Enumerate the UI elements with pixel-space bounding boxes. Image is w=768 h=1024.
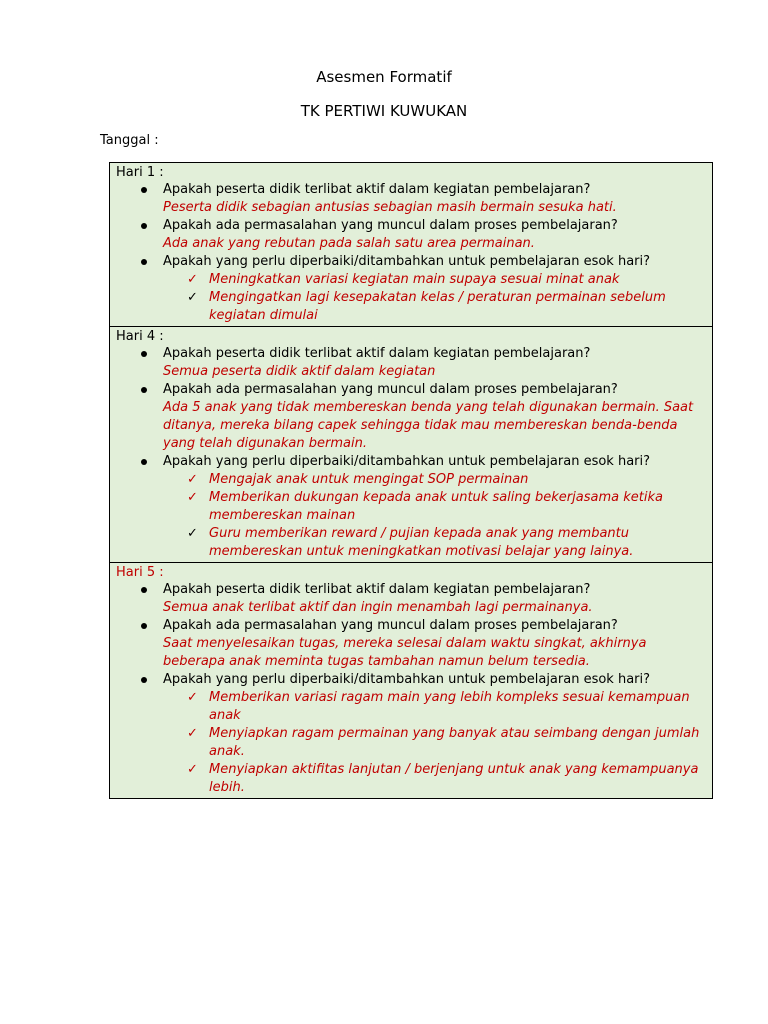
question-item — [116, 345, 706, 381]
question-text: Apakah yang perlu diperbaiki/ditambahkan untuk pembelajaran esok hari? — [163, 672, 651, 687]
answer-text: Semua peserta didik aktif dalam kegiatan — [163, 364, 436, 379]
bullet-icon — [141, 677, 147, 683]
improvement-text: Memberikan variasi ragam main yang lebih kompleks sesuai kemampuan anak — [209, 690, 690, 723]
improvement-item — [163, 489, 706, 525]
bullet-icon — [141, 187, 147, 193]
day-section-4 — [109, 327, 713, 563]
day-label: Hari 5 : — [116, 565, 164, 580]
question-text: Apakah peserta didik terlibat aktif dalam kegiatan pembelajaran? — [163, 582, 591, 597]
checkmark-icon: ✓ — [187, 290, 198, 305]
question-list — [116, 345, 706, 561]
answer-text: Ada 5 anak yang tidak membereskan benda yang telah digunakan bermain. Saat ditanya, mereka bilang capek sehingga tidak mau membereskan benda-benda yang telah digunakan bermain. — [163, 400, 694, 451]
improvement-text: Menyiapkan aktifitas lanjutan / berjenjang untuk anak yang kemampuanya lebih. — [209, 762, 699, 795]
bullet-icon — [141, 459, 147, 465]
day-section-5 — [109, 563, 713, 799]
improvement-list — [163, 689, 706, 797]
improvement-item — [163, 471, 706, 489]
improvement-text: Memberikan dukungan kepada anak untuk saling bekerjasama ketika membereskan mainan — [209, 490, 663, 523]
bullet-icon — [141, 623, 147, 629]
answer-text: Saat menyelesaikan tugas, mereka selesai dalam waktu singkat, akhirnya beberapa anak meminta tugas tambahan namun belum tersedia. — [163, 636, 647, 669]
checkmark-icon: ✓ — [187, 472, 198, 487]
question-text: Apakah ada permasalahan yang muncul dalam proses pembelajaran? — [163, 382, 618, 397]
improvement-text: Menyiapkan ragam permainan yang banyak atau seimbang dengan jumlah anak. — [209, 726, 700, 759]
improvement-text: Meningkatkan variasi kegiatan main supaya sesuai minat anak — [209, 272, 620, 287]
date-label: Tanggal : — [100, 133, 159, 148]
improvement-item — [163, 289, 706, 325]
question-item — [116, 617, 706, 671]
checkmark-icon: ✓ — [187, 490, 198, 505]
school-name: TK PERTIWI KUWUKAN — [300, 102, 468, 120]
question-item — [116, 181, 706, 217]
question-item — [116, 217, 706, 253]
question-list — [116, 581, 706, 797]
question-item — [116, 453, 706, 561]
question-item — [116, 381, 706, 453]
question-item — [116, 671, 706, 797]
improvement-text: Mengajak anak untuk mengingat SOP permainan — [209, 472, 529, 487]
bullet-icon — [141, 259, 147, 265]
improvement-list — [163, 271, 706, 325]
assessment-table — [109, 162, 713, 799]
question-text: Apakah ada permasalahan yang muncul dalam proses pembelajaran? — [163, 618, 618, 633]
bullet-icon — [141, 387, 147, 393]
question-text: Apakah peserta didik terlibat aktif dalam kegiatan pembelajaran? — [163, 182, 591, 197]
question-text: Apakah yang perlu diperbaiki/ditambahkan untuk pembelajaran esok hari? — [163, 454, 651, 469]
improvement-text: Mengingatkan lagi kesepakatan kelas / peraturan permainan sebelum kegiatan dimulai — [209, 290, 666, 323]
question-item — [116, 581, 706, 617]
bullet-icon — [141, 223, 147, 229]
checkmark-icon: ✓ — [187, 272, 198, 287]
improvement-item — [163, 689, 706, 725]
question-list — [116, 181, 706, 325]
answer-text: Semua anak terlibat aktif dan ingin menambah lagi permainanya. — [163, 600, 593, 615]
answer-text: Peserta didik sebagian antusias sebagian masih bermain sesuka hati. — [163, 200, 617, 215]
improvement-text: Guru memberikan reward / pujian kepada anak yang membantu membereskan untuk meningkatkan motivasi belajar yang lainya. — [209, 526, 634, 559]
checkmark-icon: ✓ — [187, 526, 198, 541]
day-label: Hari 1 : — [116, 165, 164, 180]
day-section-1 — [109, 162, 713, 327]
improvement-list — [163, 471, 706, 561]
page-title: Asesmen Formatif — [316, 68, 452, 86]
question-item — [116, 253, 706, 325]
bullet-icon — [141, 351, 147, 357]
question-text: Apakah peserta didik terlibat aktif dalam kegiatan pembelajaran? — [163, 346, 591, 361]
checkmark-icon: ✓ — [187, 726, 198, 741]
improvement-item — [163, 271, 706, 289]
question-text: Apakah yang perlu diperbaiki/ditambahkan untuk pembelajaran esok hari? — [163, 254, 651, 269]
checkmark-icon: ✓ — [187, 690, 198, 705]
question-text: Apakah ada permasalahan yang muncul dalam proses pembelajaran? — [163, 218, 618, 233]
improvement-item — [163, 525, 706, 561]
improvement-item — [163, 761, 706, 797]
answer-text: Ada anak yang rebutan pada salah satu area permainan. — [163, 236, 535, 251]
day-label: Hari 4 : — [116, 329, 164, 344]
improvement-item — [163, 725, 706, 761]
bullet-icon — [141, 587, 147, 593]
checkmark-icon: ✓ — [187, 762, 198, 777]
